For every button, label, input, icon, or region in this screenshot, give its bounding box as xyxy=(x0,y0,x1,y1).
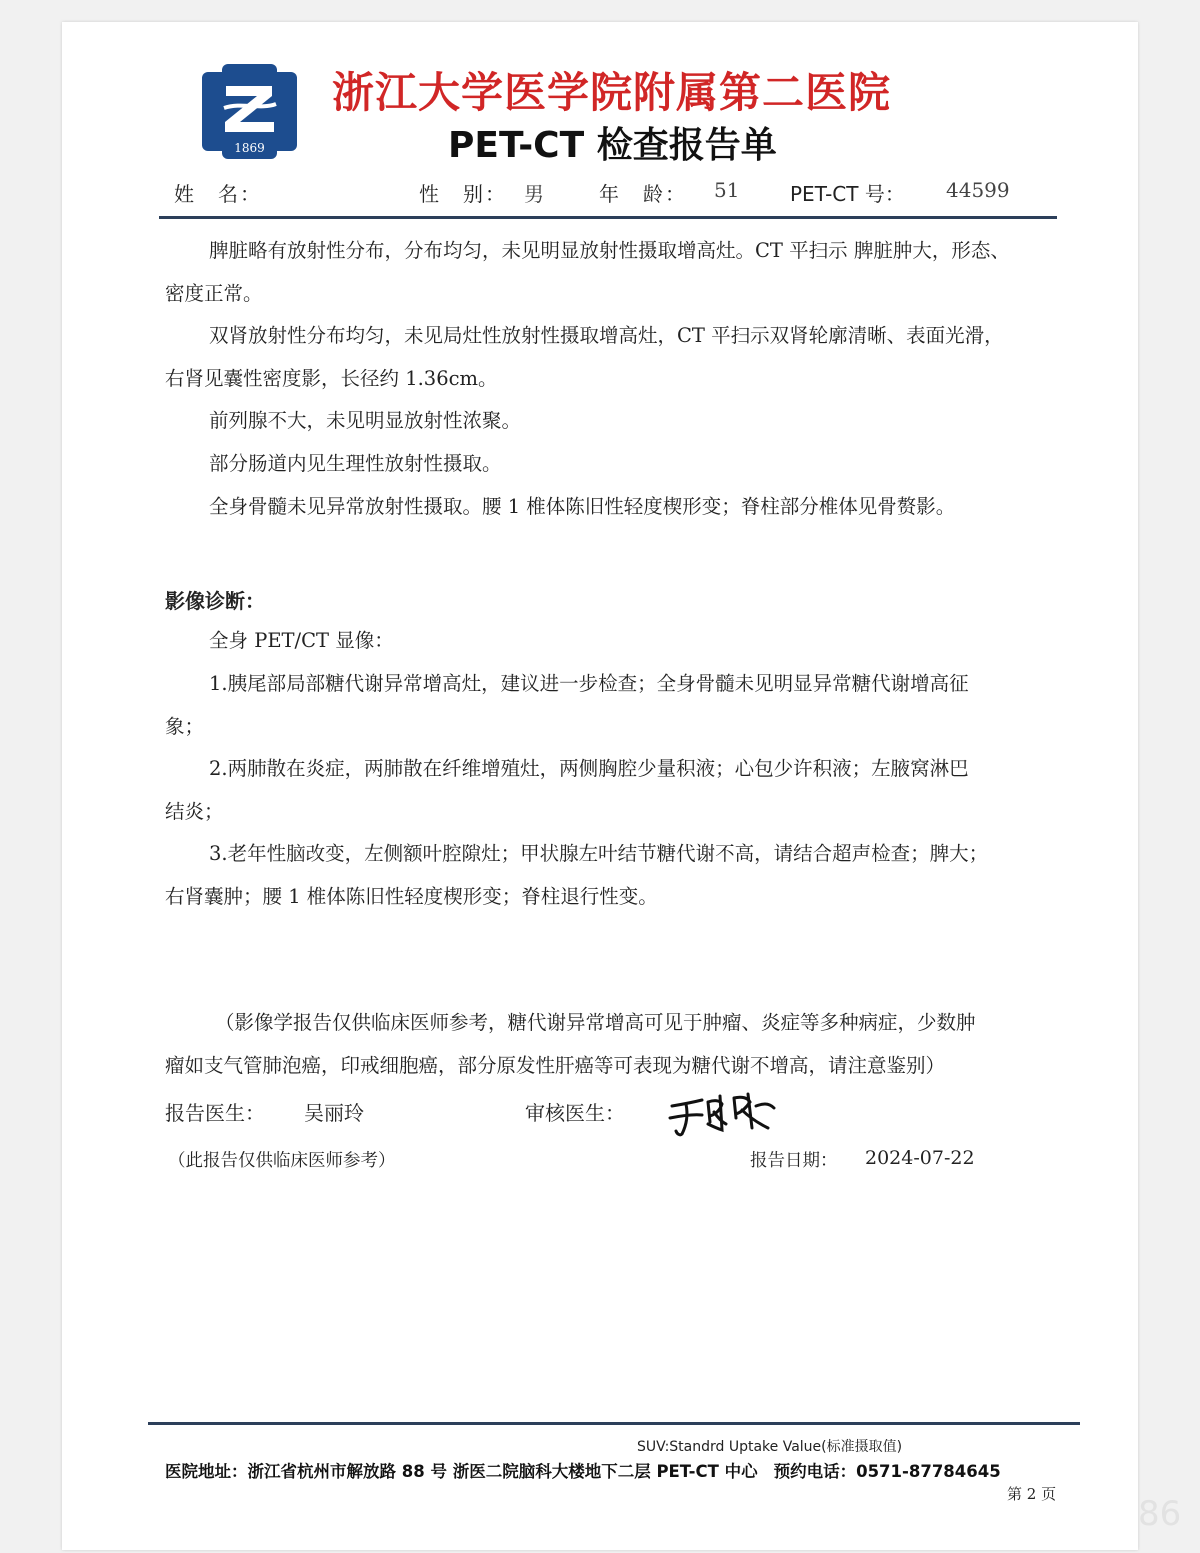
disclaimer xyxy=(165,1001,1070,1087)
page-number: 第 2 页 xyxy=(1007,1485,1057,1503)
finding-line: 双肾放射性分布均匀，未见局灶性放射性摄取增高灶，CT 平扫示双肾轮廓清晰、表面光滑， xyxy=(209,324,1004,347)
disclaimer-line: （影像学报告仅供临床医师参考，糖代谢异常增高可见于肿瘤、炎症等多种病症，少数肿 xyxy=(215,1011,976,1034)
finding-spleen xyxy=(165,229,1070,315)
hospital-logo xyxy=(202,64,297,159)
corner-watermark: 86 xyxy=(1138,1494,1182,1534)
diagnosis-intro-line: 全身 PET/CT 显像： xyxy=(209,629,394,652)
patient-info-row xyxy=(62,178,1138,208)
suv-note: SUV:Standrd Uptake Value(标准摄取值) xyxy=(637,1439,903,1455)
report-page xyxy=(62,22,1138,1550)
disclaimer-line: 瘤如支气管肺泡癌，印戒细胞癌，部分原发性肝癌等可表现为糖代谢不增高，请注意鉴别） xyxy=(165,1054,946,1077)
reviewer-label: 审核医生： xyxy=(525,1101,625,1125)
finding-line: 右肾见囊性密度影，长径约 1.36cm。 xyxy=(165,367,498,390)
report-meta-row xyxy=(62,1147,1138,1177)
header-divider xyxy=(159,216,1057,219)
finding-line: 前列腺不大，未见明显放射性浓聚。 xyxy=(209,409,522,432)
footer-contact xyxy=(165,1458,1001,1482)
reporter-label: 报告医生： xyxy=(165,1101,265,1125)
reporter-name: 吴丽玲 xyxy=(304,1101,364,1125)
report-date-value: 2024-07-22 xyxy=(865,1147,975,1169)
reference-note: （此报告仅供临床医师参考） xyxy=(168,1151,396,1171)
diagnosis-item-1 xyxy=(165,662,1070,748)
hospital-address: 医院地址：浙江省杭州市解放路 88 号 浙医二院脑科大楼地下二层 PET-CT 中心 xyxy=(165,1462,758,1481)
diagnosis-line: 3.老年性脑改变，左侧额叶腔隙灶；甲状腺左叶结节糖代谢不高，请结合超声检查；脾大； xyxy=(209,842,989,865)
sex-label: 性 别： xyxy=(419,182,507,206)
finding-line: 全身骨髓未见异常放射性摄取。腰 1 椎体陈旧性轻度楔形变；脊柱部分椎体见骨赘影。 xyxy=(209,495,956,518)
diagnosis-item-2 xyxy=(165,747,1070,833)
diagnosis-title: 影像诊断： xyxy=(165,589,265,613)
finding-bone-marrow xyxy=(165,485,1070,528)
diagnosis-line: 1.胰尾部局部糖代谢异常增高灶，建议进一步检查；全身骨髓未见明显异常糖代谢增高征 xyxy=(209,672,969,695)
logo-year-text: 1869 xyxy=(234,141,265,155)
diagnosis-line: 结炎； xyxy=(165,800,224,823)
hospital-name: 浙江大学医学院附属第二医院 xyxy=(332,68,892,117)
petct-number-value: 44599 xyxy=(946,178,1010,202)
finding-prostate xyxy=(165,399,1070,442)
diagnosis-line: 右肾囊肿；腰 1 椎体陈旧性轻度楔形变；脊柱退行性变。 xyxy=(165,885,658,908)
finding-kidney xyxy=(165,314,1070,400)
reviewer-signature-image xyxy=(664,1088,784,1140)
booking-phone: 预约电话：0571-87784645 xyxy=(773,1462,1001,1481)
sex-value: 男 xyxy=(524,182,544,206)
diagnosis-intro xyxy=(165,619,1070,662)
finding-line: 密度正常。 xyxy=(165,282,263,305)
finding-intestine xyxy=(165,442,1070,485)
report-date-label: 报告日期： xyxy=(750,1151,838,1171)
diagnosis-item-3 xyxy=(165,832,1070,918)
age-value: 51 xyxy=(714,178,740,202)
signature-row xyxy=(62,1097,1138,1133)
diagnosis-line: 象； xyxy=(165,715,205,738)
report-title: PET-CT 检查报告单 xyxy=(448,125,777,166)
petct-number-label: PET-CT 号： xyxy=(790,182,905,206)
footer-divider xyxy=(148,1422,1080,1425)
diagnosis-line: 2.两肺散在炎症，两肺散在纤维增殖灶，两侧胸腔少量积液；心包少许积液；左腋窝淋巴 xyxy=(209,757,969,780)
age-label: 年 龄： xyxy=(599,182,687,206)
name-label: 姓 名： xyxy=(174,182,262,206)
finding-line: 部分肠道内见生理性放射性摄取。 xyxy=(209,452,502,475)
finding-line: 脾脏略有放射性分布，分布均匀，未见明显放射性摄取增高灶。CT 平扫示 脾脏肿大，形态、 xyxy=(209,239,1010,262)
